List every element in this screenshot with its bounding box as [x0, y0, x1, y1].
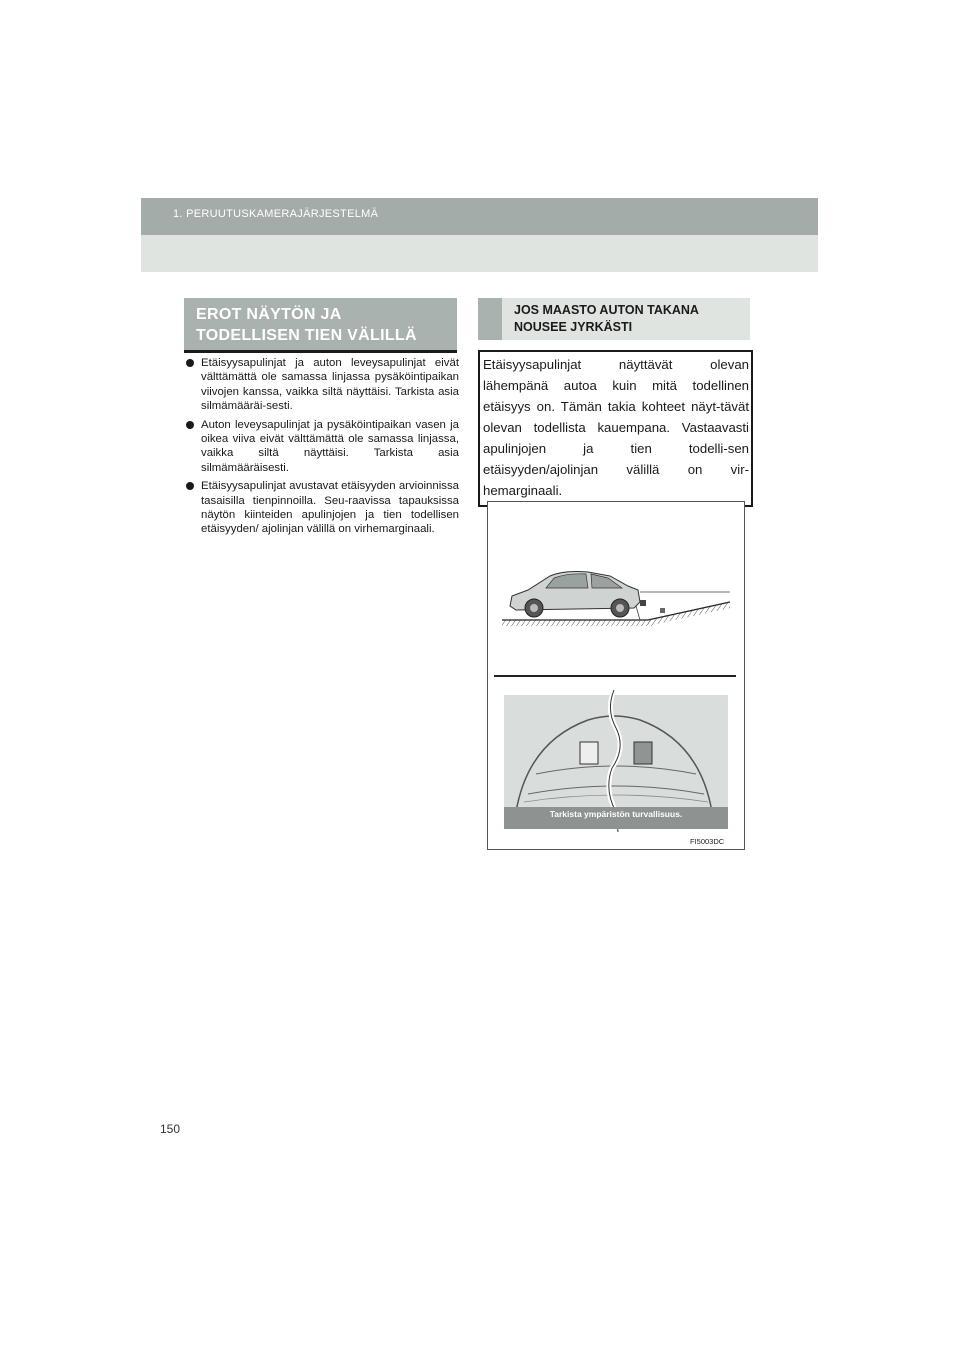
- list-item: Etäisyysapulinjat avustavat etäisyyden arvioinnissa tasaisilla tienpinnoilla. Seu-raavissa tapauksissa näytön kiinteiden apulinjojen ja tien todellisen etäisyyden/ ajolinjan välillä on virhemarginaali.: [184, 479, 459, 537]
- car-side-view: [510, 572, 665, 618]
- illustration-figure: [487, 501, 745, 850]
- note-text: Etäisyysapulinjat näyttävät olevan lähempänä autoa kuin mitä todellinen etäisyys on. Tämän takia kohteet näyt-tävät olevan todellista kauempana. Vastaavasti apulinjojen ja tien todelli-sen etäisyyden/ajolinjan välillä on vir-hemarginaali.: [483, 357, 749, 498]
- list-item: Auton leveysapulinjat ja pysäköintipaikan vasen ja oikea viiva eivät välttämättä ole samassa linjassa, vaikka siltä näyttäisi. Tarkista asia silmämääräisesti.: [184, 418, 459, 476]
- bullet-icon: [186, 482, 194, 490]
- section-heading-left: [184, 298, 457, 353]
- bullet-icon: [186, 359, 194, 367]
- object-marker-icon: [660, 608, 665, 613]
- chapter-title: 1. PERUUTUSKAMERAJÄRJESTELMÄ: [173, 208, 379, 220]
- heading-accent-bar: [478, 298, 502, 340]
- section-heading-line2: TODELLISEN TIEN VÄLILLÄ: [196, 327, 417, 344]
- header-subband: [141, 235, 818, 272]
- section-heading-line2: NOUSEE JYRKÄSTI: [514, 320, 633, 334]
- object-icon: [634, 742, 652, 764]
- list-item: Etäisyysapulinjat ja auton leveysapulinjat eivät välttämättä ole samassa linjassa pysäköintipaikan viivojen kanssa, vaikka siltä näyttäisi. Tarkista asia silmämääräi-sesti.: [184, 356, 459, 414]
- section-heading-line1: JOS MAASTO AUTON TAKANA: [514, 303, 699, 317]
- figure-caption: FI5003DC: [690, 837, 725, 846]
- illustration: [488, 502, 744, 849]
- section-heading-line1: EROT NÄYTÖN JA: [196, 306, 342, 323]
- rear-camera-icon: [640, 600, 646, 606]
- screen-message: Tarkista ympäristön turvallisuus.: [549, 809, 683, 819]
- object-icon: [580, 742, 598, 764]
- bullet-list: [184, 356, 459, 541]
- bullet-icon: [186, 421, 194, 429]
- page-number: 150: [160, 1122, 181, 1136]
- note-box: [478, 350, 753, 507]
- section-heading-right: [478, 298, 750, 340]
